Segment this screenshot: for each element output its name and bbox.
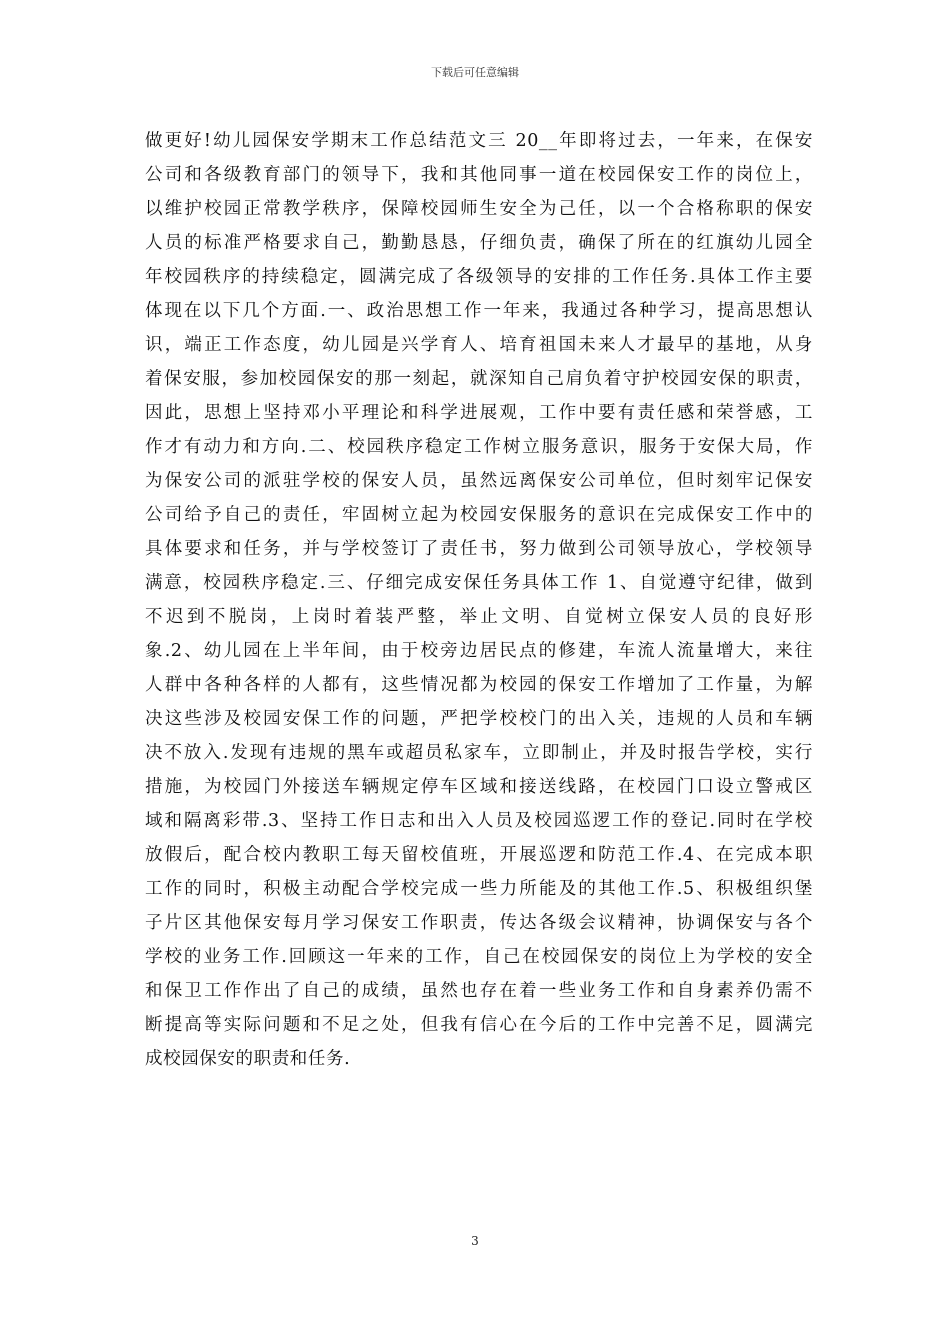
body-line-26: 和保卫工作作出了自己的成绩，虽然也存在着一些业务工作和自身素养仍需不: [145, 981, 813, 1001]
document-body: [145, 124, 813, 1076]
body-line-8: 着保安服，参加校园保安的那一刻起，就深知自己肩负着守护校园安保的职责，: [145, 369, 813, 389]
body-line-12: 公司给予自己的责任，牢固树立起为校园安保服务的意识在完成保安工作中的: [145, 505, 813, 525]
body-line-7: 识，端正工作态度，幼儿园是兴学育人、培育祖国未来人才最早的基地，从身: [145, 335, 813, 355]
body-line-24: 子片区其他保安每月学习保安工作职责，传达各级会议精神，协调保安与各个: [145, 913, 813, 933]
body-line-20: 措施，为校园门外接送车辆规定停车区域和接送线路，在校园门口设立警戒区: [145, 777, 813, 797]
body-line-21: 域和隔离彩带.3、坚持工作日志和出入人员及校园巡逻工作的登记.同时在学校: [145, 811, 813, 831]
body-line-13: 具体要求和任务，并与学校签订了责任书，努力做到公司领导放心，学校领导: [145, 539, 813, 559]
body-line-11: 为保安公司的派驻学校的保安人员，虽然远离保安公司单位，但时刻牢记保安: [145, 471, 813, 491]
body-line-27: 断提高等实际问题和不足之处，但我有信心在今后的工作中完善不足，圆满完: [145, 1015, 813, 1035]
body-line-5: 年校园秩序的持续稳定，圆满完成了各级领导的安排的工作任务.具体工作主要: [145, 267, 813, 287]
body-line-10: 作才有动力和方向.二、校园秩序稳定工作树立服务意识，服务于安保大局，作: [145, 437, 813, 457]
page-header: 下载后可任意编辑: [431, 66, 519, 79]
body-line-17: 人群中各种各样的人都有，这些情况都为校园的保安工作增加了工作量，为解: [145, 675, 813, 695]
body-line-19: 决不放入.发现有违规的黑车或超员私家车，立即制止，并及时报告学校，实行: [145, 743, 813, 763]
body-line-2: 公司和各级教育部门的领导下，我和其他同事一道在校园保安工作的岗位上，: [145, 165, 813, 185]
body-line-16: 象.2、幼儿园在上半年间，由于校旁边居民点的修建，车流人流量增大，来往: [145, 641, 813, 661]
page-number: 3: [471, 1234, 479, 1248]
body-line-14: 满意，校园秩序稳定.三、仔细完成安保任务具体工作 1、自觉遵守纪律，做到: [145, 573, 813, 593]
body-line-4: 人员的标准严格要求自己，勤勤恳恳，仔细负责，确保了所在的红旗幼儿园全: [145, 233, 813, 253]
body-line-28: 成校园保安的职责和任务.: [145, 1049, 351, 1069]
body-line-15: 不迟到不脱岗，上岗时着装严整，举止文明、自觉树立保安人员的良好形: [145, 607, 813, 627]
body-line-23: 工作的同时，积极主动配合学校完成一些力所能及的其他工作.5、积极组织堡: [145, 879, 813, 899]
body-line-6: 体现在以下几个方面.一、政治思想工作一年来，我通过各种学习，提高思想认: [145, 301, 813, 321]
body-line-18: 决这些涉及校园安保工作的问题，严把学校校门的出入关，违规的人员和车辆: [145, 709, 813, 729]
body-line-9: 因此，思想上坚持邓小平理论和科学进展观，工作中要有责任感和荣誉感，工: [145, 403, 813, 423]
body-line-3: 以维护校园正常教学秩序，保障校园师生安全为己任，以一个合格称职的保安: [145, 199, 813, 219]
body-line-22: 放假后，配合校内教职工每天留校值班，开展巡逻和防范工作.4、在完成本职: [145, 845, 813, 865]
body-line-1: 做更好!幼儿园保安学期末工作总结范文三 20__年即将过去，一年来，在保安: [145, 131, 813, 151]
body-line-25: 学校的业务工作.回顾这一年来的工作，自己在校园保安的岗位上为学校的安全: [145, 947, 813, 967]
